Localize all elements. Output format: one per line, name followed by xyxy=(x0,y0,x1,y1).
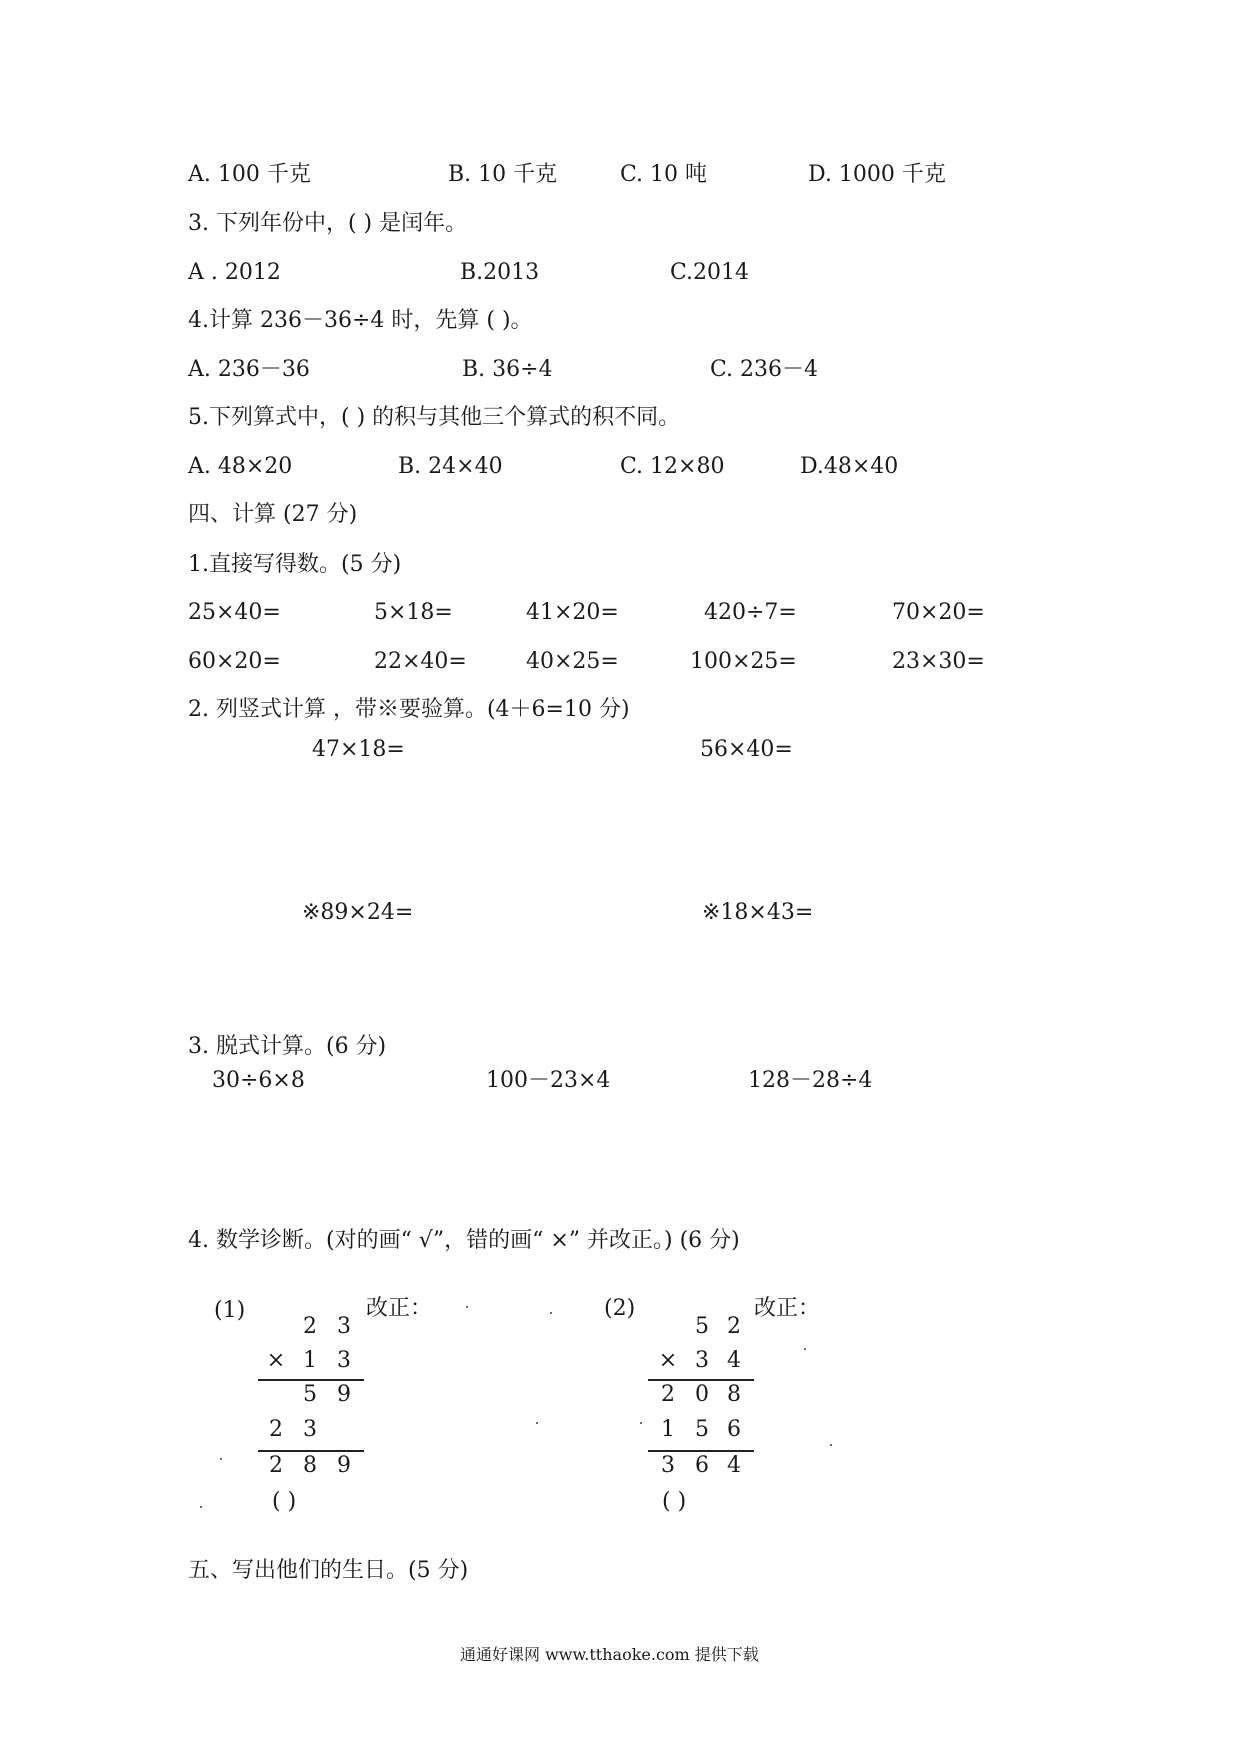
stepwise-calc-item: 30÷6×8 xyxy=(212,1068,305,1093)
digit: 8 xyxy=(727,1382,741,1407)
stepwise-calc-item: 128－28÷4 xyxy=(748,1068,873,1093)
problem-1-label: (1) xyxy=(214,1298,246,1323)
problem-2-judge-blank: ( ) xyxy=(662,1489,687,1514)
q2-option-b: B. 10 千克 xyxy=(448,162,558,187)
vertical-calc-item: 47×18= xyxy=(312,737,405,762)
vertical-calc-item: ※89×24= xyxy=(302,900,414,925)
oral-calc-item: 23×30= xyxy=(892,649,985,674)
q3-option-c: C.2014 xyxy=(670,260,750,285)
scan-speck xyxy=(536,1422,538,1424)
q4-stem: 4.计算 236－36÷4 时，先算 ( )。 xyxy=(188,308,533,333)
digit: 3 xyxy=(303,1417,317,1442)
oral-calc-item: 100×25= xyxy=(690,649,797,674)
scan-speck xyxy=(640,1422,642,1424)
digit: 2 xyxy=(661,1382,675,1407)
problem-2-correction-label: 改正： xyxy=(754,1296,821,1321)
part1-title: 1.直接写得数。(5 分) xyxy=(188,552,402,577)
problem-1-correction-label: 改正： xyxy=(366,1296,433,1321)
digit: 2 xyxy=(269,1417,283,1442)
q3-stem: 3. 下列年份中，( ) 是闰年。 xyxy=(188,211,468,236)
digit: 0 xyxy=(695,1382,709,1407)
q5-option-b: B. 24×40 xyxy=(398,454,503,479)
digit: 1 xyxy=(661,1417,675,1442)
oral-calc-item: 25×40= xyxy=(188,600,281,625)
q5-option-d: D.48×40 xyxy=(800,454,899,479)
digit: 2 xyxy=(727,1314,741,1339)
scan-speck xyxy=(200,1506,202,1508)
part3-title: 3. 脱式计算。(6 分) xyxy=(188,1034,387,1059)
oral-calc-item: 420÷7= xyxy=(704,600,797,625)
stepwise-calc-item: 100－23×4 xyxy=(486,1068,611,1093)
q2-option-c: C. 10 吨 xyxy=(620,162,708,187)
oral-calc-item: 60×20= xyxy=(188,649,281,674)
section5-title: 五、写出他们的生日。(5 分) xyxy=(188,1558,469,1583)
q5-stem: 5.下列算式中，( ) 的积与其他三个算式的积不同。 xyxy=(188,405,681,430)
digit: 4 xyxy=(727,1453,741,1478)
scan-speck xyxy=(220,1458,222,1460)
digit: 6 xyxy=(695,1453,709,1478)
digit: 5 xyxy=(695,1417,709,1442)
vertical-calc-item: 56×40= xyxy=(700,737,793,762)
scan-speck xyxy=(804,1348,806,1350)
scan-speck xyxy=(830,1444,832,1446)
digit: 9 xyxy=(337,1382,351,1407)
q3-option-b: B.2013 xyxy=(460,260,540,285)
digit: 6 xyxy=(727,1417,741,1442)
oral-calc-item: 41×20= xyxy=(526,600,619,625)
vertical-calc-item: ※18×43= xyxy=(702,900,814,925)
digit: 8 xyxy=(303,1453,317,1478)
q2-option-a: A. 100 千克 xyxy=(188,162,311,187)
q4-option-a: A. 236－36 xyxy=(188,357,310,382)
q2-option-d: D. 1000 千克 xyxy=(808,162,946,187)
oral-calc-item: 70×20= xyxy=(892,600,985,625)
q4-option-b: B. 36÷4 xyxy=(462,357,553,382)
digit: 3 xyxy=(661,1453,675,1478)
digit: 9 xyxy=(337,1453,351,1478)
digit: 3 xyxy=(337,1348,351,1373)
section4-title: 四、计算 (27 分) xyxy=(188,502,358,527)
problem-2-label: (2) xyxy=(604,1296,636,1321)
q3-option-a: A . 2012 xyxy=(188,260,281,285)
scan-speck xyxy=(550,1312,552,1314)
page-footer: 通通好课网 www.tthaoke.com 提供下载 xyxy=(460,1645,759,1664)
digit: 5 xyxy=(303,1382,317,1407)
problem-1-judge-blank: ( ) xyxy=(272,1489,297,1514)
digit: 3 xyxy=(337,1314,351,1339)
oral-calc-item: 5×18= xyxy=(374,600,453,625)
digit: 3 xyxy=(695,1348,709,1373)
oral-calc-item: 22×40= xyxy=(374,649,467,674)
digit: 2 xyxy=(303,1314,317,1339)
part4-title: 4. 数学诊断。(对的画“ √”，错的画“ ×” 并改正。) (6 分) xyxy=(188,1228,740,1253)
scan-speck xyxy=(466,1306,468,1308)
digit: 5 xyxy=(695,1314,709,1339)
digit: 4 xyxy=(727,1348,741,1373)
q4-option-c: C. 236－4 xyxy=(710,357,819,382)
multiply-sign: × xyxy=(266,1348,286,1373)
digit: 1 xyxy=(303,1348,317,1373)
oral-calc-item: 40×25= xyxy=(526,649,619,674)
q5-option-a: A. 48×20 xyxy=(188,454,293,479)
part2-title: 2. 列竖式计算 ，带※要验算。(4＋6=10 分) xyxy=(188,697,630,722)
multiply-sign: × xyxy=(658,1348,678,1373)
digit: 2 xyxy=(269,1453,283,1478)
q5-option-c: C. 12×80 xyxy=(620,454,725,479)
